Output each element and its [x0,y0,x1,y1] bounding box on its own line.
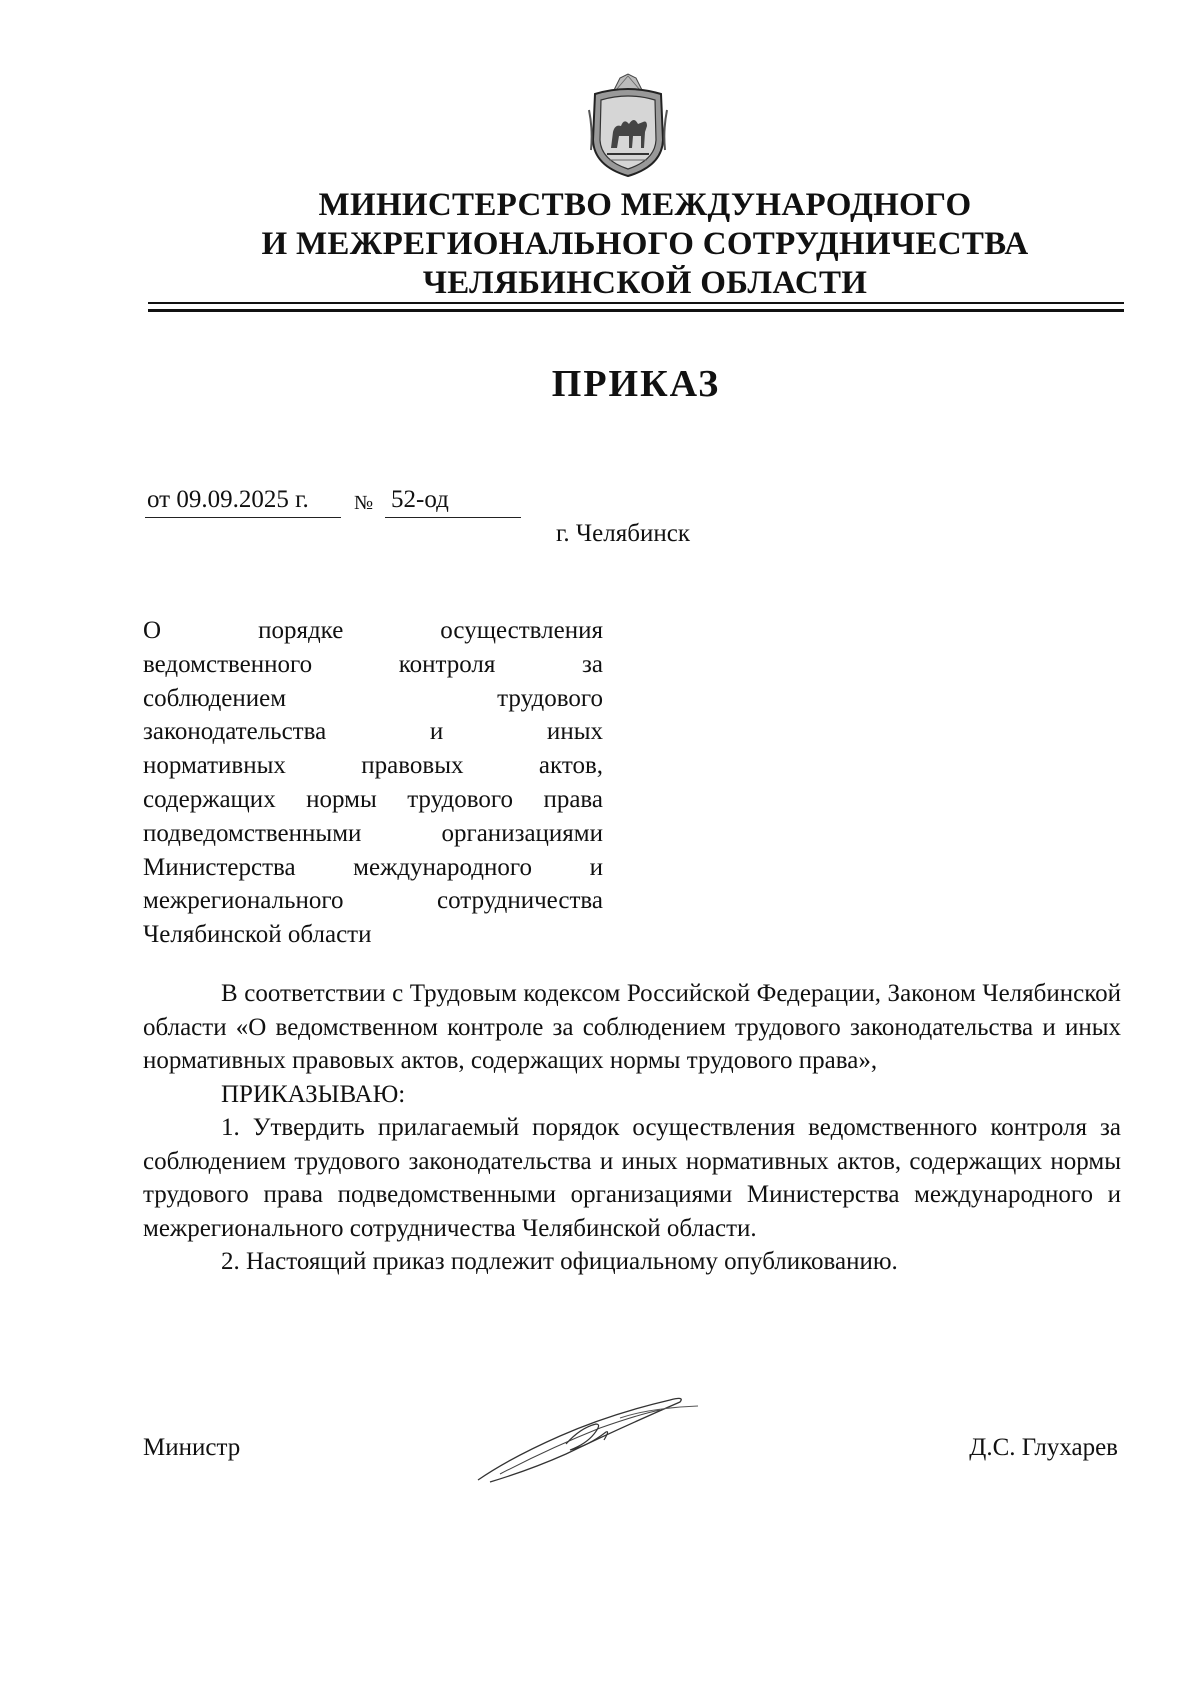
date-underline [145,517,341,518]
order-item-2: 2. Настоящий приказ подлежит официальному опубликованию. [221,1248,898,1275]
document-number: 52-од [391,486,449,513]
subject-line: межрегионального сотрудничества [143,887,603,915]
subject-line: нормативных правовых актов, [143,752,603,780]
signatory-name: Д.С. Глухарев [969,1434,1118,1461]
subject-line: соблюдением трудового [143,684,603,712]
document-date: от 09.09.2025 г. [147,486,309,513]
header-divider-thin [148,302,1124,304]
subject-line: О порядке осуществления [143,617,603,644]
subject-line: ведомственного контроля за [143,650,603,678]
ministry-name [150,186,1140,303]
document-type-title: ПРИКАЗ [551,363,721,405]
document-subject [143,614,603,952]
number-sign: № [354,492,374,514]
subject-line: Челябинской области [143,921,372,949]
order-word: ПРИКАЗЫВАЮ: [221,1080,406,1108]
handwritten-signature-icon [470,1388,700,1488]
number-underline [385,517,521,518]
subject-line: законодательства и иных [143,718,603,746]
document-body [143,977,1121,1279]
ministry-line-1: МИНИСТЕРСТВО МЕЖДУНАРОДНОГО [318,187,972,223]
signatory-position: Министр [143,1434,241,1461]
ministry-line-2: И МЕЖРЕГИОНАЛЬНОГО СОТРУДНИЧЕСТВА [261,226,1029,262]
subject-line: содержащих нормы трудового права [143,785,603,813]
subject-line: Министерства международного и [143,853,603,881]
document-city: г. Челябинск [556,520,690,547]
order-item-1: 1. Утвердить прилагаемый порядок осуществления ведомственного контроля за соблюдением трудового законодательства и иных нормативных актов, содержащих нормы трудового права подведомственными организациями Министерства международного и межрегионального сотрудничества Челябинской области. [143,1114,1121,1242]
preamble-paragraph: В соответствии с Трудовым кодексом Российской Федерации, Законом Челябинской области «О ведомственном контроле за соблюдением трудового законодательства и иных нормативных правовых актов, содержащих нормы трудового права», [143,980,1121,1074]
header-divider-thick [148,309,1124,312]
ministry-line-3: ЧЕЛЯБИНСКОЙ ОБЛАСТИ [422,265,868,301]
subject-line: подведомственными организациями [143,819,603,847]
chelyabinsk-coat-of-arms-icon [583,70,673,180]
